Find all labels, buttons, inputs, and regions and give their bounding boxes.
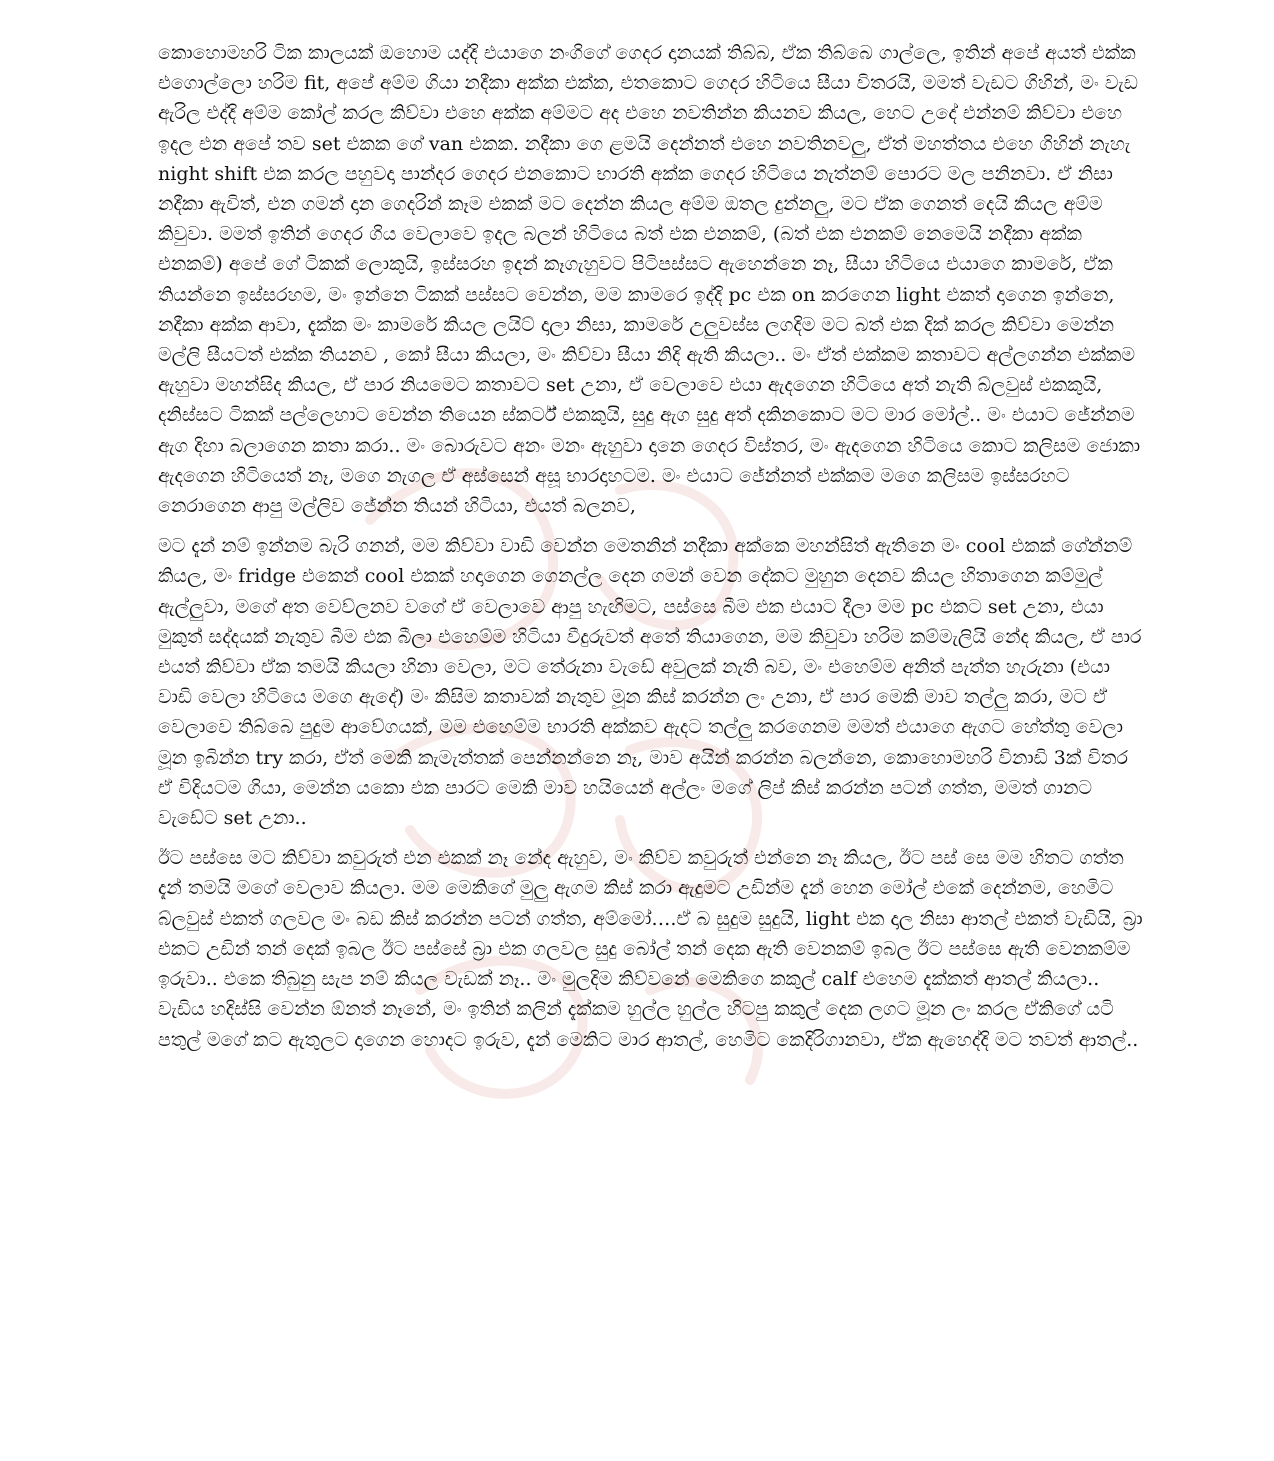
paragraph-2: මට දැන් නම් ඉන්නම බැරි ගනන්, මම කිව්වා වාඩි වෙන්න මෙතනින් නදීකා අක්කෙ මහන්සිත් ඇතිනෙ මං cool එකක් ගේන්නම් කියල, මං fridge එකෙන් cool එකක් හදාගෙන ගෙනල්ල දෙන ගමන් වෙන දේකට මුහුන දෙනව කියල හිතාගෙන කම්මුල් ඇල්ලුවා, මගේ අත වෙව්ලනව වගේ ඒ වෙලාවෙ ආපු හැඟිමට, පස්සෙ බීම එක එයාට දීලා මම pc එකට set උනා, එයා මුකුත් සද්දයක් නැතුව බීම එක බීලා එහෙම්ම හිටියා වීදුරුවත් අතේ තියාගෙන, මම කිවුවා හරිම කම්මැලියි නේද කියල, ඒ පාර එයත් කිව්වා ඒක තමයි කියලා හිනා වෙලා, මට තේරුනා වැඩේ අවුලක් නැති බව, මං එහෙම්ම අනිත් පැත්ත හැරුනා (එයා වාඩි වෙලා හිටියෙ මගෙ ඇදේ) මං කිසිම කතාවක් නැතුව මූන කිස් කරන්න ලං උනා, ඒ පාර මෙකි මාව තල්ලු කරා, මට ඒ වෙලාවෙ තිබ්බෙ පුදුම ආවේගයක්, මම එහෙම්ම භාරති අක්කව ඇදට තල්ලු කරගෙනම මමත් එයාගෙ ඇගට හේත්තු වෙලා මූන ඉබින්න try කරා, ඒත් මෙකි කැමැත්තක් පෙන්නන්නෙ නෑ, මාව අයින් කරන්න බලන්නෙ, කොහොමහරි විනාඩි 3ක් විතර ඒ විදියටම ගියා, මෙන්න යකො එක පාරට මෙකි මාව හයියෙන් අල්ලං මගේ ලිප් කිස් කරන්න පටන් ගත්ත, මමත් ගානට වැඩේට set උනා.. [158,535,1142,830]
paragraph-1: කොහොමහරි ටික කාලයක් ඔහොම යද්දි එයාගෙ නංගිගේ ගෙදර දානයක් තිබ්බ, ඒක තිබ්බෙ ගාල්ලෙ, ඉතින් අපේ අයත් එක්ක එගොල්ලො හරිම fit, අපේ අම්ම ගියා නදීකා අක්ක එක්ක, එතකොට ගෙදර හිටියෙ සීයා විතරයි, මමත් වැඩට ගිහින්, මං වැඩ ඇරිල එද්දි අම්ම කෝල් කරල කිව්වා එහෙ අක්ක අම්මට අද එහෙ නවතින්න කියනව කියල, හෙට උදේ එන්නම් කිව්වා එහෙ ඉදල එන අපේ තව set එකක ගේ van එකක. නදීකා ගෙ ළමයි දෙන්නත් එහෙ නවතිනවලු, ඒත් මහත්තය එහෙ ගිහින් නැහැ night shift එක කරල පහුවදා පාන්දර ගෙදර එනකොට භාරති අක්ක ගෙදර හිටියෙ නැත්නම් පොරට මල පනිනවා. ඒ නිසා නදීකා ඇවිත්, එන ගමන් දාන ගෙදරින් කෑම එකක් මට දෙන්න කියල අම්ම ඔතල දුන්නලු, මට ඒක ගෙනත් දෙයි කියල අම්ම කිවුවා. මමත් ඉතින් ගෙදර ගිය වෙලාවෙ ඉදල බලන් හිටියෙ බත් එක එනකම්, (බත් එක එනකම් නෙමෙයි නදීකා අක්ක එනකම්) අපේ ගේ ටිකක් ලොකුයි, ඉස්සරහ ඉදන් කෑගැහුවට පිටිපස්සට ඇහෙන්නෙ නෑ, සීයා හිටියෙ එයාගෙ කාමරේ, ඒක තියන්නෙ ඉස්සරහම, මං ඉන්නෙ ටිකක් පස්සට වෙන්න, මම කාමරෙ ඉද්දි pc එක on කරගෙන light එකත් දාගෙන ඉන්නෙ, නදීකා අක්ක ආවා, දැක්ක මං කාමරේ කියල ලයිට් දාලා නිසා, කාමරේ උලුවස්ස ලගදිම මට බත් එක දික් කරල කිව්වා මෙන්න මල්ලි සීයටත් එක්ක තියනව , කෝ සීයා කියලා, මං කිව්වා සීයා නිදි ඇති කියලා.. මං ඒත් එක්කම කතාවට අල්ලගන්න එක්කම ඇහුවා මහන්සිද කියල, ඒ පාර නියමෙට කතාවට set උනා, ඒ වෙලාවෙ එයා ඇදගෙන හිටියෙ අත් නැති බ්ලවුස් එකකුයි, දනිස්සට ටිකක් පල්ලෙහාට වෙන්න තියෙන ස්කර්ට් එකකුයි, සුදු ඇග සුදු අත් දකිනකොට මට මාර මෝල්.. මං එයාට ජේන්නම ඇග දිහා බලාගෙන කතා කරා.. මං බොරුවට අනං මනං ඇහුවා දානෙ ගෙදර විස්තර, මං ඇදගෙන හිටියෙ කොට කලිසම ජොකා ඇදගෙන හිටියෙත් නෑ, මගෙ නැගල ඒ අස්සෙන් අසූ භාරදාහටම. මං එයාට ජේන්නත් එක්කම මගෙ කලිසම ඉස්සරහට නෙරාගෙන ආපු මල්ලිව ජේන්න තියන් හිටියා, එයත් බලනව, [158,42,1141,518]
paragraph-3: ඊට පස්සෙ මට කිව්වා කවුරුත් එන එකක් නෑ නේද ඇහුව, මං කිව්ව කවුරුත් එන්නෙ නෑ කියල, ඊට පස් සෙ මම හිතට ගත්ත දැන් තමයි මගේ වෙලාව කියලා. මම මෙකිගේ මුලු ඇගම කිස් කරා ඇදුමට උඩින්ම දැන් හෙන මෝල් එකේ දෙන්නම, හෙමිට බ්ලවුස් එකත් ගලවල මං බඩ කිස් කරන්න පටන් ගත්ත, අම්මෝ….ඒ බ සුදුම සුදුයි, light එක දාල නිසා ආතල් එකත් වැඩියි, බ්‍රා එකට උඩින් තන් දෙක් ඉබල ඊට පස්සේ බ්‍රා එක ගලවල සුදු බෝල් තන් දෙක ඇති වෙනකම් ඉබල ඊට පස්සෙ ඇති වෙනකම්ම ඉරුවා.. එකෙ තිබුනු සැප නම් කියල වැඩක් නෑ.. මං මුලදිම කිව්වනේ මෙකිගෙ කකුල් calf එහෙම දැක්කත් ආතල් කියලා.. වැඩිය හදිස්සි වෙන්න ඕනත් නෑනේ, මං ඉතින් කලින් දැක්කම හුල්ල හුල්ල හිටපු කකුල් දෙක ලගට මූන ලං කරල ඒකිගේ යටි පතුල් මගේ කට ඇතුලට දාගෙන හොදට ඉරුව, දැන් මෙකිට මාර ආතල්, හෙමිට කෙදිරිගානවා, ඒක ඇහෙද්දි මට තවත් ආතල්.. [158,847,1143,1051]
document-page [158,38,1143,1055]
